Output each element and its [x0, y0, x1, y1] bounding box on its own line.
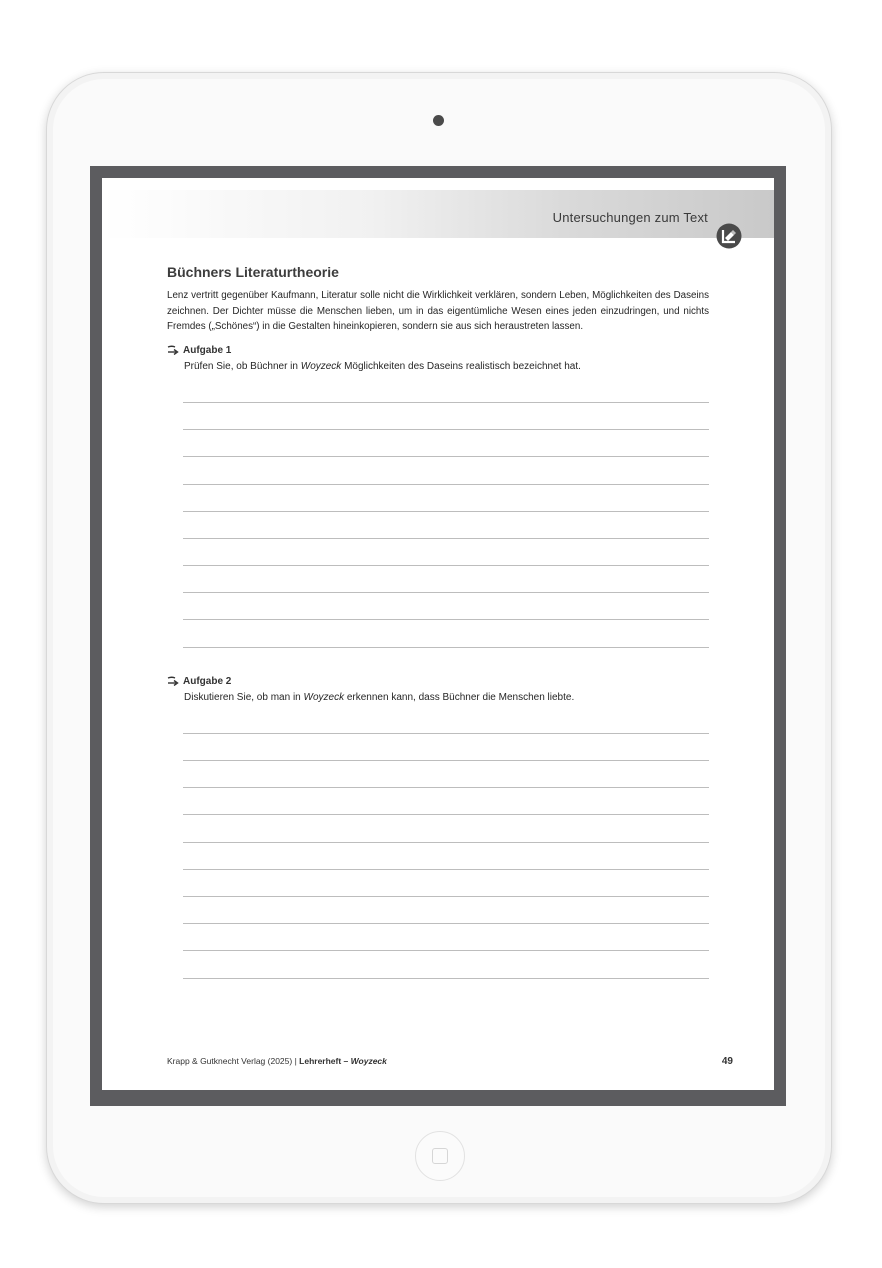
task-1	[167, 345, 709, 648]
answer-line[interactable]	[183, 566, 709, 593]
header-band	[102, 190, 774, 238]
task-instruction: Prüfen Sie, ob Büchner in Woyzeck Möglichkeiten des Daseins realistisch bezeichnet hat.	[184, 360, 581, 372]
answer-line[interactable]	[183, 951, 709, 978]
answer-line[interactable]	[183, 376, 709, 403]
header-title: Untersuchungen zum Text	[552, 210, 708, 225]
answer-line[interactable]	[183, 512, 709, 539]
intro-paragraph: Lenz vertritt gegenüber Kaufmann, Literatur solle nicht die Wirklichkeit verklären, sondern Leben, Möglichkeiten des Daseins zeichnen. Der Dichter müsse die Menschen lieben, um in das eigentümliche Wesen eines jeden einzudringen, und nichts Fremdes („Schönes“) in die Gestalten hineinkopieren, sondern sie aus sich heraustreten lassen.	[167, 290, 709, 333]
answer-line[interactable]	[183, 403, 709, 430]
footer-citation: Krapp & Gutknecht Verlag (2025) | Lehrerheft – Woyzeck	[167, 1056, 387, 1066]
task-2	[167, 676, 709, 979]
answer-line[interactable]	[183, 815, 709, 842]
worksheet-page	[102, 178, 774, 1090]
home-button-icon	[432, 1148, 448, 1164]
answer-lines[interactable]	[183, 376, 709, 648]
answer-line[interactable]	[183, 707, 709, 734]
answer-line[interactable]	[183, 593, 709, 620]
answer-line[interactable]	[183, 457, 709, 484]
task-heading	[167, 345, 709, 356]
answer-line[interactable]	[183, 430, 709, 457]
tablet-screen	[90, 166, 786, 1106]
answer-line[interactable]	[183, 734, 709, 761]
home-button[interactable]	[415, 1131, 465, 1181]
page-footer	[167, 1056, 733, 1067]
answer-line[interactable]	[183, 897, 709, 924]
front-camera	[433, 115, 444, 126]
answer-line[interactable]	[183, 843, 709, 870]
worksheet-content	[167, 264, 709, 979]
task-label: Aufgabe 2	[183, 675, 232, 687]
answer-line[interactable]	[183, 870, 709, 897]
arrow-right-icon	[167, 676, 179, 686]
worksheet-title: Büchners Literaturtheorie	[167, 264, 339, 280]
answer-line[interactable]	[183, 761, 709, 788]
arrow-right-icon	[167, 345, 179, 355]
publisher-logo-icon	[716, 223, 742, 249]
answer-line[interactable]	[183, 485, 709, 512]
answer-line[interactable]	[183, 788, 709, 815]
task-label: Aufgabe 1	[183, 344, 232, 356]
answer-line[interactable]	[183, 539, 709, 566]
task-instruction: Diskutieren Sie, ob man in Woyzeck erkennen kann, dass Büchner die Menschen liebte.	[184, 691, 575, 703]
page-number: 49	[721, 1056, 733, 1067]
answer-lines[interactable]	[183, 707, 709, 979]
answer-line[interactable]	[183, 924, 709, 951]
task-heading	[167, 676, 709, 687]
answer-line[interactable]	[183, 620, 709, 647]
